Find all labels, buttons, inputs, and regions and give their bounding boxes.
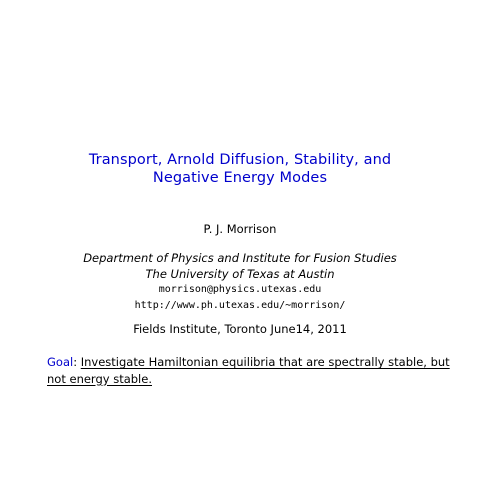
title-line-1: Transport, Arnold Diffusion, Stability, and: [88, 152, 392, 168]
homepage-url: http://www.ph.utexas.edu/∼morrison/: [134, 300, 346, 311]
event-info: Fields Institute, Toronto June14, 2011: [133, 322, 347, 336]
department: Department of Physics and Institute for Fusion Studies: [83, 251, 397, 265]
university: The University of Texas at Austin: [145, 266, 335, 281]
goal-label: Goal: [47, 355, 74, 369]
author-name: P. J. Morrison: [203, 222, 277, 236]
goal-separator: :: [73, 355, 78, 369]
email-address: morrison@physics.utexas.edu: [158, 284, 322, 295]
goal-statement: [47, 354, 457, 387]
title-line-2: Negative Energy Modes: [152, 170, 328, 186]
slide-title: [0, 151, 480, 187]
affiliation-block: [0, 251, 480, 314]
goal-text: Investigate Hamiltonian equilibria that are spectrally stable, but not energy stable.: [47, 355, 450, 386]
